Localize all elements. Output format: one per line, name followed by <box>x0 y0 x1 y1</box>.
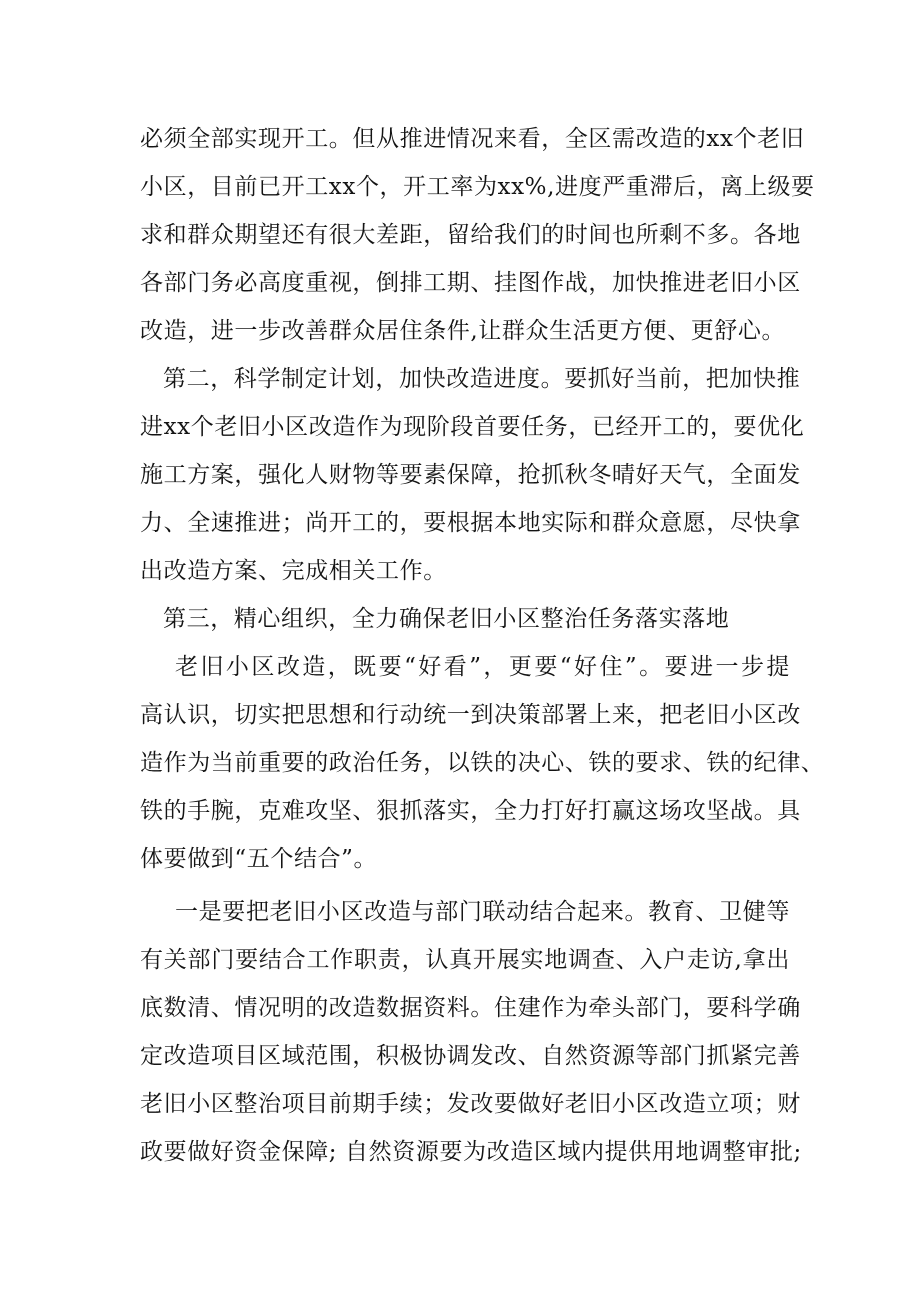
text-line: 小区，目前已开工xx个，开工率为xx%,进度严重滞后，离上级要 <box>140 174 815 200</box>
text-line: 体要做到“五个结合”。 <box>140 846 378 872</box>
text-line: 铁的手腕，克难攻坚、狠抓落实，全力打好打赢这场攻坚战。具 <box>140 798 801 824</box>
text-line: 改造，进一步改善群众居住条件,让群众生活更方便、更舒心。 <box>140 318 786 344</box>
text-line: 出改造方案、完成相关工作。 <box>140 558 447 584</box>
text-line: 造作为当前重要的政治任务，以铁的决心、铁的要求、铁的纪律、 <box>140 750 825 776</box>
text-line: 进xx个老旧小区改造作为现阶段首要任务，已经开工的，要优化 <box>140 414 805 440</box>
text-line: 高认识，切实把思想和行动统一到决策部署上来，把老旧小区改 <box>140 702 801 728</box>
text-line: 第二，科学制定计划，加快改造进度。要抓好当前，把加快推 <box>163 366 801 392</box>
text-line: 底数清、情况明的改造数据资料。住建作为牵头部门，要科学确 <box>140 995 801 1021</box>
text-line: 定改造项目区域范围，积极协调发改、自然资源等部门抓紧完善 <box>140 1043 801 1069</box>
text-line: 一是要把老旧小区改造与部门联动结合起来。教育、卫健等 <box>175 899 790 925</box>
text-line: 施工方案，强化人财物等要素保障，抢抓秋冬晴好天气，全面发 <box>140 462 801 488</box>
section-heading: 第三，精心组织，全力确保老旧小区整治任务落实落地 <box>163 606 730 632</box>
text-line: 老旧小区改造，既要“好看”，更要“好住”。要进一步提 <box>175 654 790 680</box>
text-line: 政要做好资金保障; 自然资源要为改造区域内提供用地调整审批; <box>140 1139 802 1165</box>
text-line: 老旧小区整治项目前期手续；发改要做好老旧小区改造立项；财 <box>140 1091 801 1117</box>
text-line: 有关部门要结合工作职责，认真开展实地调查、入户走访,拿出 <box>140 947 790 973</box>
text-line: 必须全部实现开工。但从推进情况来看，全区需改造的xx个老旧 <box>140 126 805 152</box>
text-line: 求和群众期望还有很大差距，留给我们的时间也所剩不多。各地 <box>140 222 801 248</box>
text-line: 各部门务必高度重视，倒排工期、挂图作战，加快推进老旧小区 <box>140 270 801 296</box>
text-line: 力、全速推进；尚开工的，要根据本地实际和群众意愿，尽快拿 <box>140 510 801 536</box>
